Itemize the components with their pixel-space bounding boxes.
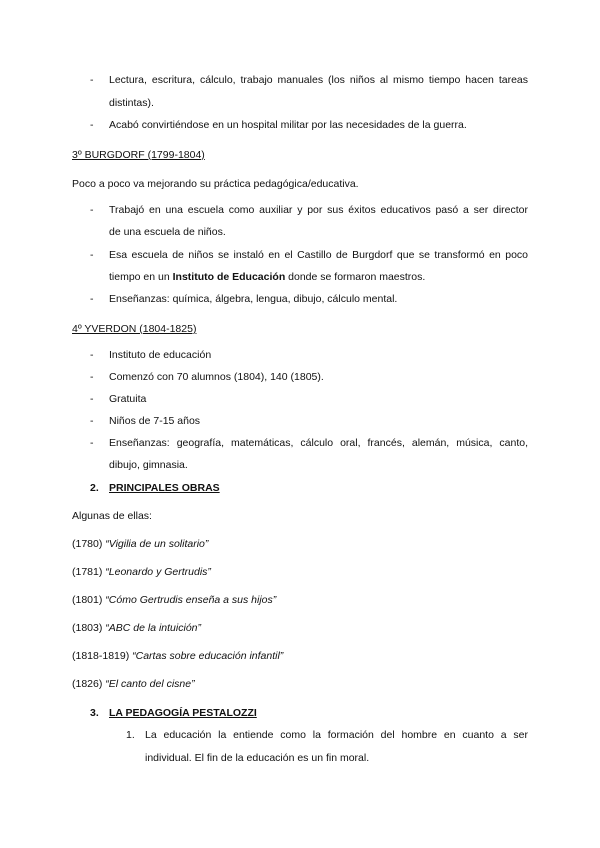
paragraph: Poco a poco va mejorando su práctica pedagógica/educativa. — [72, 178, 359, 190]
bullet-line: Enseñanzas: geografía, matemáticas, cálculo oral, francés, alemán, música, canto, — [109, 437, 528, 449]
bullet-line: distintas). — [109, 97, 154, 109]
bullet-line — [109, 270, 425, 284]
bullet-line: Comenzó con 70 alumnos (1804), 140 (1805). — [109, 371, 324, 383]
bullet-line: Instituto de educación — [109, 349, 212, 361]
bullet-line: Niños de 7-15 años — [109, 415, 201, 427]
work-entry — [72, 621, 201, 635]
bullet-dash: - — [90, 349, 94, 361]
bullet-line: dibujo, gimnasia. — [109, 459, 188, 471]
work-entry — [72, 537, 208, 551]
work-year: (1801) — [72, 594, 103, 606]
bullet-dash: - — [90, 393, 94, 405]
bullet-line: Enseñanzas: química, álgebra, lengua, dibujo, cálculo mental. — [109, 293, 398, 305]
list-item-line: La educación la entiende como la formación del hombre en cuanto a ser — [145, 729, 528, 741]
work-year: (1818-1819) — [72, 650, 130, 662]
work-entry — [72, 649, 283, 663]
bullet-line: Gratuita — [109, 393, 147, 405]
work-year: (1780) — [72, 538, 103, 550]
section-heading-yverdon: 4º YVERDON (1804-1825) — [72, 323, 197, 335]
list-item-line: individual. El fin de la educación es un fin moral. — [145, 752, 370, 764]
bullet-dash: - — [90, 249, 94, 261]
work-year: (1826) — [72, 678, 103, 690]
text-run: donde se formaron maestros. — [285, 271, 426, 283]
work-title: “ABC de la intuición” — [105, 622, 201, 634]
bullet-line: Lectura, escritura, cálculo, trabajo manuales (los niños al mismo tiempo hacen tareas — [109, 74, 528, 86]
bullet-dash: - — [90, 293, 94, 305]
bullet-dash: - — [90, 415, 94, 427]
bold-term: Instituto de Educación — [172, 271, 286, 283]
work-title: “El canto del cisne” — [105, 678, 195, 690]
bullet-dash: - — [90, 371, 94, 383]
work-title: “Leonardo y Gertrudis” — [105, 566, 211, 578]
bullet-dash: - — [90, 74, 94, 86]
work-title: “Vigilia de un solitario” — [105, 538, 209, 550]
section-heading-obras: PRINCIPALES OBRAS — [109, 482, 220, 494]
work-entry — [72, 565, 211, 579]
work-year: (1803) — [72, 622, 103, 634]
paragraph: Algunas de ellas: — [72, 510, 152, 522]
section-number: 2. — [90, 482, 99, 494]
section-heading-burgdorf: 3º BURGDORF (1799-1804) — [72, 149, 205, 161]
work-year: (1781) — [72, 566, 103, 578]
bullet-dash: - — [90, 204, 94, 216]
bullet-line: de una escuela de niños. — [109, 226, 226, 238]
work-entry — [72, 677, 195, 691]
bullet-dash: - — [90, 437, 94, 449]
work-title: “Cómo Gertrudis enseña a sus hijos” — [105, 594, 277, 606]
bullet-line: Acabó convirtiéndose en un hospital militar por las necesidades de la guerra. — [109, 119, 467, 131]
section-heading-pedagogia: LA PEDAGOGÍA PESTALOZZI — [109, 707, 257, 719]
bullet-line: Trabajó en una escuela como auxiliar y por sus éxitos educativos pasó a ser director — [109, 204, 528, 216]
work-title: “Cartas sobre educación infantil” — [132, 650, 284, 662]
bullet-line: Esa escuela de niños se instaló en el Castillo de Burgdorf que se transformó en poco — [109, 249, 528, 261]
work-entry — [72, 593, 276, 607]
list-number: 1. — [126, 729, 135, 741]
bullet-dash: - — [90, 119, 94, 131]
section-number: 3. — [90, 707, 99, 719]
text-run: tiempo en un — [109, 271, 173, 283]
